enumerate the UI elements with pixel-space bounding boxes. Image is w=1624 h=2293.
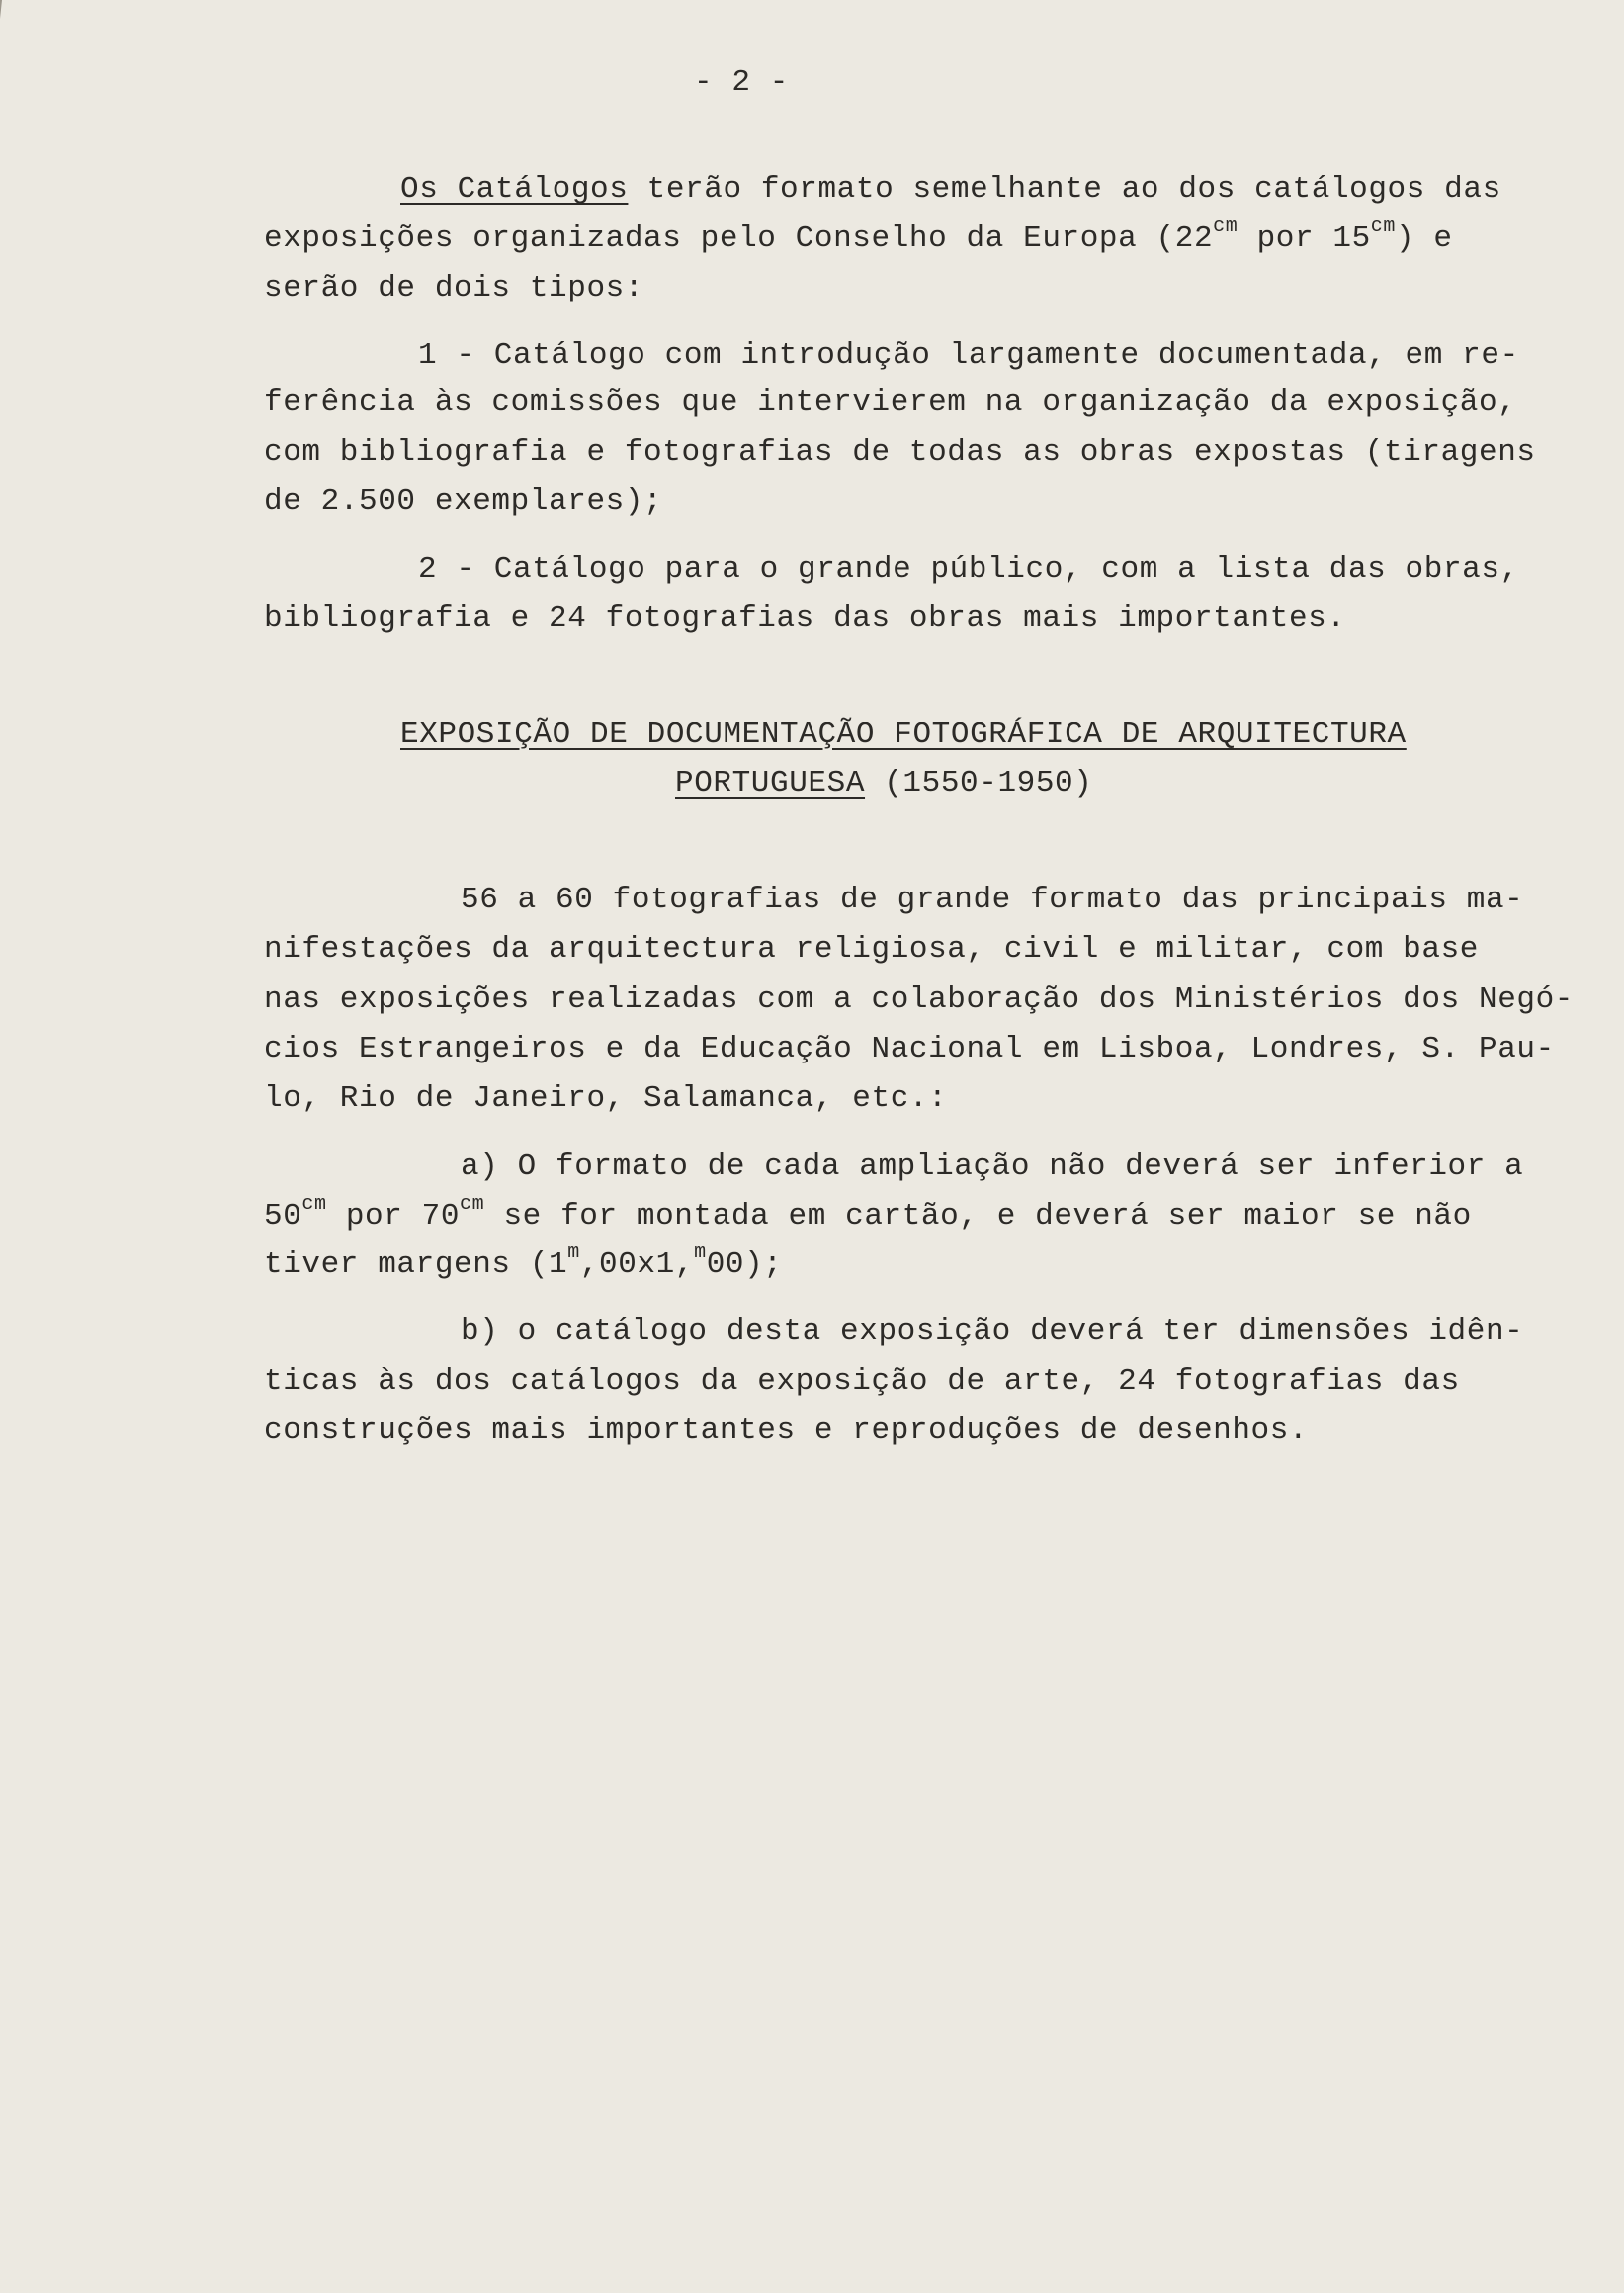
point-a-sup-cm-2: cm xyxy=(460,1192,485,1216)
catalogs-line-2-b: por 15 xyxy=(1238,221,1371,256)
point-b-line-3: construções mais importantes e reproduções de desenhos. xyxy=(264,1413,1309,1448)
intro-line-2: nifestações da arquitectura religiosa, civil e militar, com base xyxy=(264,932,1479,967)
catalogs-sup-cm-2: cm xyxy=(1370,214,1397,238)
intro-line-4: cios Estrangeiros e da Educação Nacional em Lisboa, Londres, S. Pau- xyxy=(264,1032,1555,1066)
intro-line-5: lo, Rio de Janeiro, Salamanca, etc.: xyxy=(264,1081,948,1116)
catalogs-lead: Os Catálogos xyxy=(400,172,629,207)
catalogs-line-2-a: exposições organizadas pelo Conselho da Europa (22 xyxy=(264,221,1214,256)
catalogs-line-1-rest: terão formato semelhante ao dos catálogos das xyxy=(628,172,1501,207)
point-a-sup-m-1: m xyxy=(567,1240,580,1264)
intro-line-1: 56 a 60 fotografias de grande formato das principais ma- xyxy=(461,883,1524,917)
exhibition-heading-line-2 xyxy=(675,764,1092,804)
item2-line-2: bibliografia e 24 fotografias das obras mais importantes. xyxy=(264,601,1346,636)
item2-line-1: 2 - Catálogo para o grande público, com a lista das obras, xyxy=(418,552,1519,587)
point-a-line-1: a) O formato de cada ampliação não deverá ser inferior a xyxy=(461,1149,1524,1184)
point-b-line-2: ticas às dos catálogos da exposição de arte, 24 fotografias das xyxy=(264,1364,1460,1399)
point-a-sup-m-2: m xyxy=(694,1240,707,1264)
item1-line-4: de 2.500 exemplares); xyxy=(264,484,663,519)
point-a-line-2-a: 50 xyxy=(264,1199,302,1233)
point-a-sup-cm-1: cm xyxy=(301,1192,327,1216)
point-a-line-2-b: por 70 xyxy=(326,1199,461,1233)
page-edge-mark xyxy=(0,0,16,69)
catalogs-line-3: serão de dois tipos: xyxy=(264,271,644,305)
intro-line-3: nas exposições realizadas com a colaboração dos Ministérios dos Negó- xyxy=(264,982,1575,1017)
exhibition-heading-years: (1550-1950) xyxy=(865,766,1093,801)
exhibition-heading-line-1: EXPOSIÇÃO DE DOCUMENTAÇÃO FOTOGRÁFICA DE ARQUITECTURA xyxy=(400,718,1407,752)
page-number: - 2 - xyxy=(694,65,790,100)
point-a-line-3-a: tiver margens (1 xyxy=(264,1247,568,1282)
catalogs-line-2 xyxy=(264,214,1453,259)
catalogs-line-2-c: ) e xyxy=(1396,221,1453,256)
item1-line-2: ferência às comissões que intervierem na organização da exposição, xyxy=(264,385,1517,420)
point-a-line-2 xyxy=(264,1192,1472,1236)
point-a-line-2-c: se for montada em cartão, e deverá ser maior se não xyxy=(484,1199,1472,1233)
catalogs-line-1 xyxy=(400,170,1501,210)
exhibition-heading-underlined: PORTUGUESA xyxy=(675,766,866,801)
point-a-line-3 xyxy=(264,1240,783,1285)
item1-line-1: 1 - Catálogo com introdução largamente documentada, em re- xyxy=(418,338,1519,373)
point-a-line-3-c: 00); xyxy=(706,1247,783,1282)
point-a-line-3-b: ,00x1, xyxy=(579,1247,695,1282)
point-b-line-1: b) o catálogo desta exposição deverá ter dimensões idên- xyxy=(461,1315,1524,1349)
item1-line-3: com bibliografia e fotografias de todas as obras expostas (tiragens xyxy=(264,435,1536,469)
catalogs-sup-cm-1: cm xyxy=(1213,214,1239,238)
